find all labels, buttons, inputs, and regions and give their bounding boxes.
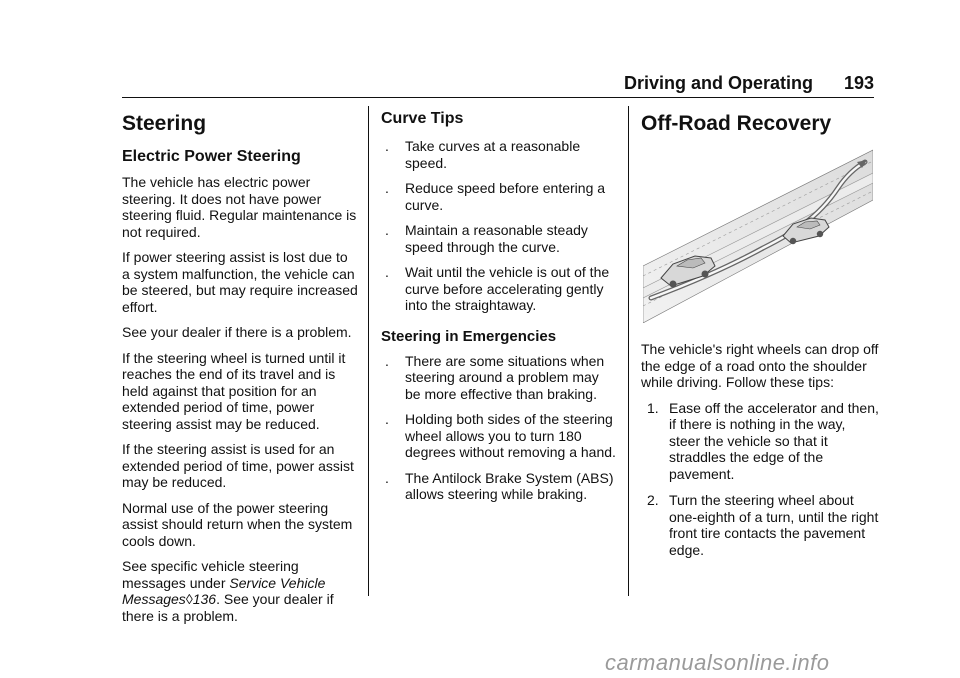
paragraph-with-reference — [122, 558, 358, 624]
paragraph: Normal use of the power steering assist should return when the system cools down. — [122, 499, 353, 549]
list-item-text: There are some situations when steering around a problem may be more effective than braking. — [405, 352, 605, 402]
paragraph: If power steering assist is lost due to a system malfunction, the vehicle can be steered, but may require increased effort. — [122, 249, 358, 315]
column-divider — [628, 106, 629, 596]
list-item-text: Turn the steering wheel about one-eighth of a turn, until the right front tire contacts the pavement edge. — [669, 492, 879, 558]
list-item — [381, 222, 617, 255]
list-item-text: Ease off the accelerator and then, if there is nothing in the way, steer the vehicle so that it straddles the edge of the pavement. — [669, 399, 879, 482]
bullet-icon: . — [385, 138, 389, 154]
list-item-text: Maintain a reasonable steady speed through the curve. — [405, 222, 588, 255]
bullet-icon: . — [385, 411, 389, 427]
cross-reference-page[interactable]: 136 — [192, 591, 217, 607]
text: See specific vehicle steering messages under — [122, 558, 299, 591]
list-item — [641, 492, 879, 558]
bullet-icon: . — [385, 180, 389, 196]
column-steering — [122, 106, 358, 633]
watermark: carmanualsonline.info — [605, 650, 830, 675]
curve-tips-list — [381, 138, 617, 314]
paragraph: If the steering assist is used for an extended period of time, power assist may be reduced. — [122, 441, 354, 490]
list-item-text: Reduce speed before entering a curve. — [405, 180, 606, 213]
page-header — [0, 71, 960, 97]
column-curve-tips — [381, 106, 617, 513]
header-rule — [122, 97, 874, 98]
emergencies-heading: Steering in Emergencies — [381, 327, 557, 345]
paragraph: See your dealer if there is a problem. — [122, 324, 352, 340]
section-title: Driving and Operating — [623, 73, 813, 93]
bullet-icon: . — [385, 469, 389, 486]
paragraph: The vehicle has electric power steering. It does not have power steering fluid. Regular maintenance is not required. — [122, 174, 357, 240]
cross-reference-link[interactable]: Service Vehicle Messages — [122, 574, 326, 607]
eps-heading: Electric Power Steering — [122, 148, 301, 165]
bullet-icon: . — [385, 264, 389, 280]
recovery-steps — [641, 400, 879, 559]
bullet-icon: . — [385, 222, 389, 238]
column-off-road-recovery — [641, 106, 879, 568]
off-road-recovery-illustration — [643, 148, 873, 323]
list-item-text: Holding both sides of the steering wheel allows you to turn 180 degrees without removing a hand. — [405, 411, 616, 460]
intro-paragraph: The vehicle's right wheels can drop off the edge of a road onto the shoulder while driving. Follow these tips: — [641, 341, 879, 390]
curve-tips-heading: Curve Tips — [381, 110, 464, 127]
list-item-text: Wait until the vehicle is out of the curve before accelerating gently into the straightaway. — [405, 264, 610, 313]
column-divider — [368, 106, 369, 596]
page-number: 193 — [843, 73, 874, 93]
step-number: 1. — [647, 399, 659, 416]
list-item — [381, 180, 617, 213]
list-item — [381, 138, 617, 171]
text: . See your dealer if there is a problem. — [122, 591, 334, 624]
page-ref-arrow-icon: ◊ — [185, 591, 193, 607]
off-road-recovery-heading: Off-Road Recovery — [641, 112, 832, 135]
steering-heading: Steering — [122, 112, 207, 135]
bullet-icon: . — [385, 352, 389, 369]
list-item-text: The Antilock Brake System (ABS) allows steering while braking. — [405, 469, 614, 502]
emergencies-list — [381, 353, 617, 503]
step-number: 2. — [647, 492, 659, 508]
list-item-text: Take curves at a reasonable speed. — [405, 138, 581, 171]
list-item — [381, 411, 617, 461]
list-item — [381, 264, 617, 314]
list-item — [641, 400, 879, 483]
paragraph: If the steering wheel is turned until it reaches the end of its travel and is held against that position for an extended period of time, power steering assist may be reduced. — [122, 349, 346, 432]
list-item — [381, 470, 617, 503]
list-item — [381, 353, 617, 403]
